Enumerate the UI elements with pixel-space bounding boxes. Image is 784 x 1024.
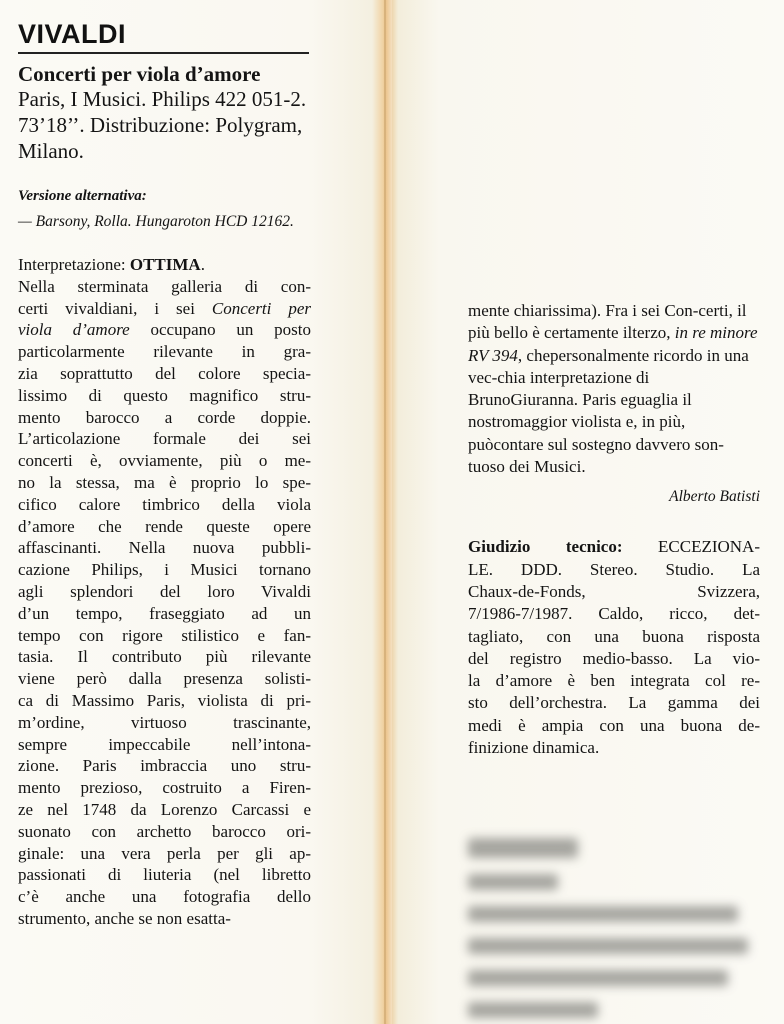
left-line-23: zione. Paris imbraccia uno stru-	[18, 756, 311, 776]
left-line-2: certi vivaldiani, i sei Concerti per	[18, 298, 312, 318]
composer-heading: VIVALDI	[18, 19, 127, 49]
left-line-29: c’è anche una fotografia dello	[18, 887, 311, 907]
tech-line-2: LE. DDD. Stereo. Studio. La	[468, 559, 760, 579]
left-text-lines	[18, 276, 311, 930]
left-line-16: d’un tempo, fraseggiato ad un	[18, 603, 311, 623]
right-line-1: mente chiarissima). Fra i sei Con-	[468, 301, 699, 320]
heading-rule	[18, 52, 309, 54]
tech-line-3: Chaux-de-Fonds, Svizzera,	[468, 581, 760, 601]
right-line-8: contare sul sostegno davvero son-	[493, 434, 724, 454]
interpretation-label: Interpretazione:	[18, 255, 126, 274]
alternative-version-text: — Barsony, Rolla. Hungaroton HCD 12162.	[18, 213, 294, 230]
left-line-4: particolarmente rilevante in gra-	[18, 342, 311, 362]
review-body-left	[18, 254, 311, 930]
left-line-14: cazione Philips, i Musici tornano	[18, 560, 311, 580]
right-line-3: terzo, in re minore RV 394, che	[468, 323, 758, 365]
left-line-18: tasia. Il contributo più rilevante	[18, 647, 311, 667]
left-line-27: ginale: una vera perla per gli ap-	[18, 843, 311, 863]
technical-text-lines	[468, 536, 760, 759]
tech-line-6: del registro medio-basso. La vio-	[468, 648, 760, 668]
tech-line-5: tagliato, con una buona risposta	[468, 626, 760, 646]
tech-line-1: Giudizio tecnico: ECCEZIONA-	[468, 537, 760, 557]
alternative-version-label: Versione alternativa:	[18, 188, 147, 204]
right-line-7: maggior violista e, in più, può	[468, 412, 686, 454]
tech-label: Giudizio tecnico:	[468, 537, 623, 557]
left-line-19: viene però dalla presenza solisti-	[18, 669, 311, 689]
right-line-9: tuoso dei Musici.	[468, 457, 586, 477]
left-line-15: agli splendori del loro Vivaldi	[18, 581, 311, 601]
technical-judgement	[468, 536, 760, 759]
interpretation-line: Interpretazione: OTTIMA.	[18, 255, 205, 274]
album-title: Concerti per viola d’amore	[18, 62, 261, 86]
tech-line-4: 7/1986-7/1987. Caldo, ricco, det-	[468, 604, 760, 624]
tech-line-9: medi è ampia con una buona de-	[468, 715, 760, 735]
left-line-17: tempo con rigore stilistico e fan-	[18, 625, 311, 645]
interpretation-rating: OTTIMA	[129, 255, 201, 274]
left-line-8: L’articolazione formale dei sei	[18, 429, 311, 449]
tech-line-7: la d’amore è ben integrata col re-	[468, 671, 760, 691]
right-line-4: personalmente ricordo in una vec-	[468, 345, 749, 387]
review-body-right	[468, 300, 760, 478]
tech-line-10: finizione dinamica.	[468, 738, 600, 758]
left-line-1: Nella sterminata galleria di con-	[18, 276, 311, 296]
right-line-2: certi, il più bello è certamente il	[468, 301, 747, 343]
left-line-21: m’ordine, virtuoso trascinante,	[18, 712, 311, 732]
left-line-6: lissimo di questo magnifico stru-	[18, 385, 311, 405]
album-info: Paris, I Musici. Philips 422 051-2. 73’18’’. Distribuzione: Polygram, Milano.	[18, 87, 307, 163]
right-line-5: chia interpretazione di Bruno	[468, 367, 650, 410]
left-line-13: affascinanti. Nella nuova pubbli-	[18, 538, 311, 558]
left-line-22: sempre impeccabile nell’intona-	[18, 734, 311, 754]
left-line-10: no la stessa, ma è proprio lo spe-	[18, 472, 311, 492]
left-column	[18, 18, 311, 930]
left-line-12: d’amore che rende queste opere	[18, 516, 311, 536]
left-line-3: viola d’amore occupano un posto	[18, 320, 311, 340]
review-author: Alberto Batisti	[669, 488, 760, 506]
left-line-26: suonato con archetto barocco ori-	[18, 821, 311, 841]
left-line-25: ze nel 1748 da Lorenzo Carcassi e	[18, 799, 311, 819]
page-fold-line	[384, 0, 386, 1024]
tech-line-8: sto dell’orchestra. La gamma dei	[468, 693, 760, 713]
left-line-24: mento prezioso, costruito a Firen-	[18, 778, 311, 798]
left-line-9: concerti è, ovviamente, più o me-	[18, 451, 311, 471]
left-line-28: passionati di liuteria (nel libretto	[18, 865, 311, 885]
right-line-6: Giuranna. Paris eguaglia il nostro	[468, 390, 692, 432]
left-line-11: cifico calore timbrico della viola	[18, 494, 311, 514]
right-column	[468, 300, 760, 759]
left-line-30: strumento, anche se non esatta-	[18, 908, 231, 928]
left-line-7: mento barocco a corde doppie.	[18, 407, 311, 427]
blurred-next-review	[468, 838, 760, 1018]
left-line-20: ca di Massimo Paris, violista di pri-	[18, 690, 311, 710]
left-line-5: zia soprattutto del colore specia-	[18, 363, 311, 383]
